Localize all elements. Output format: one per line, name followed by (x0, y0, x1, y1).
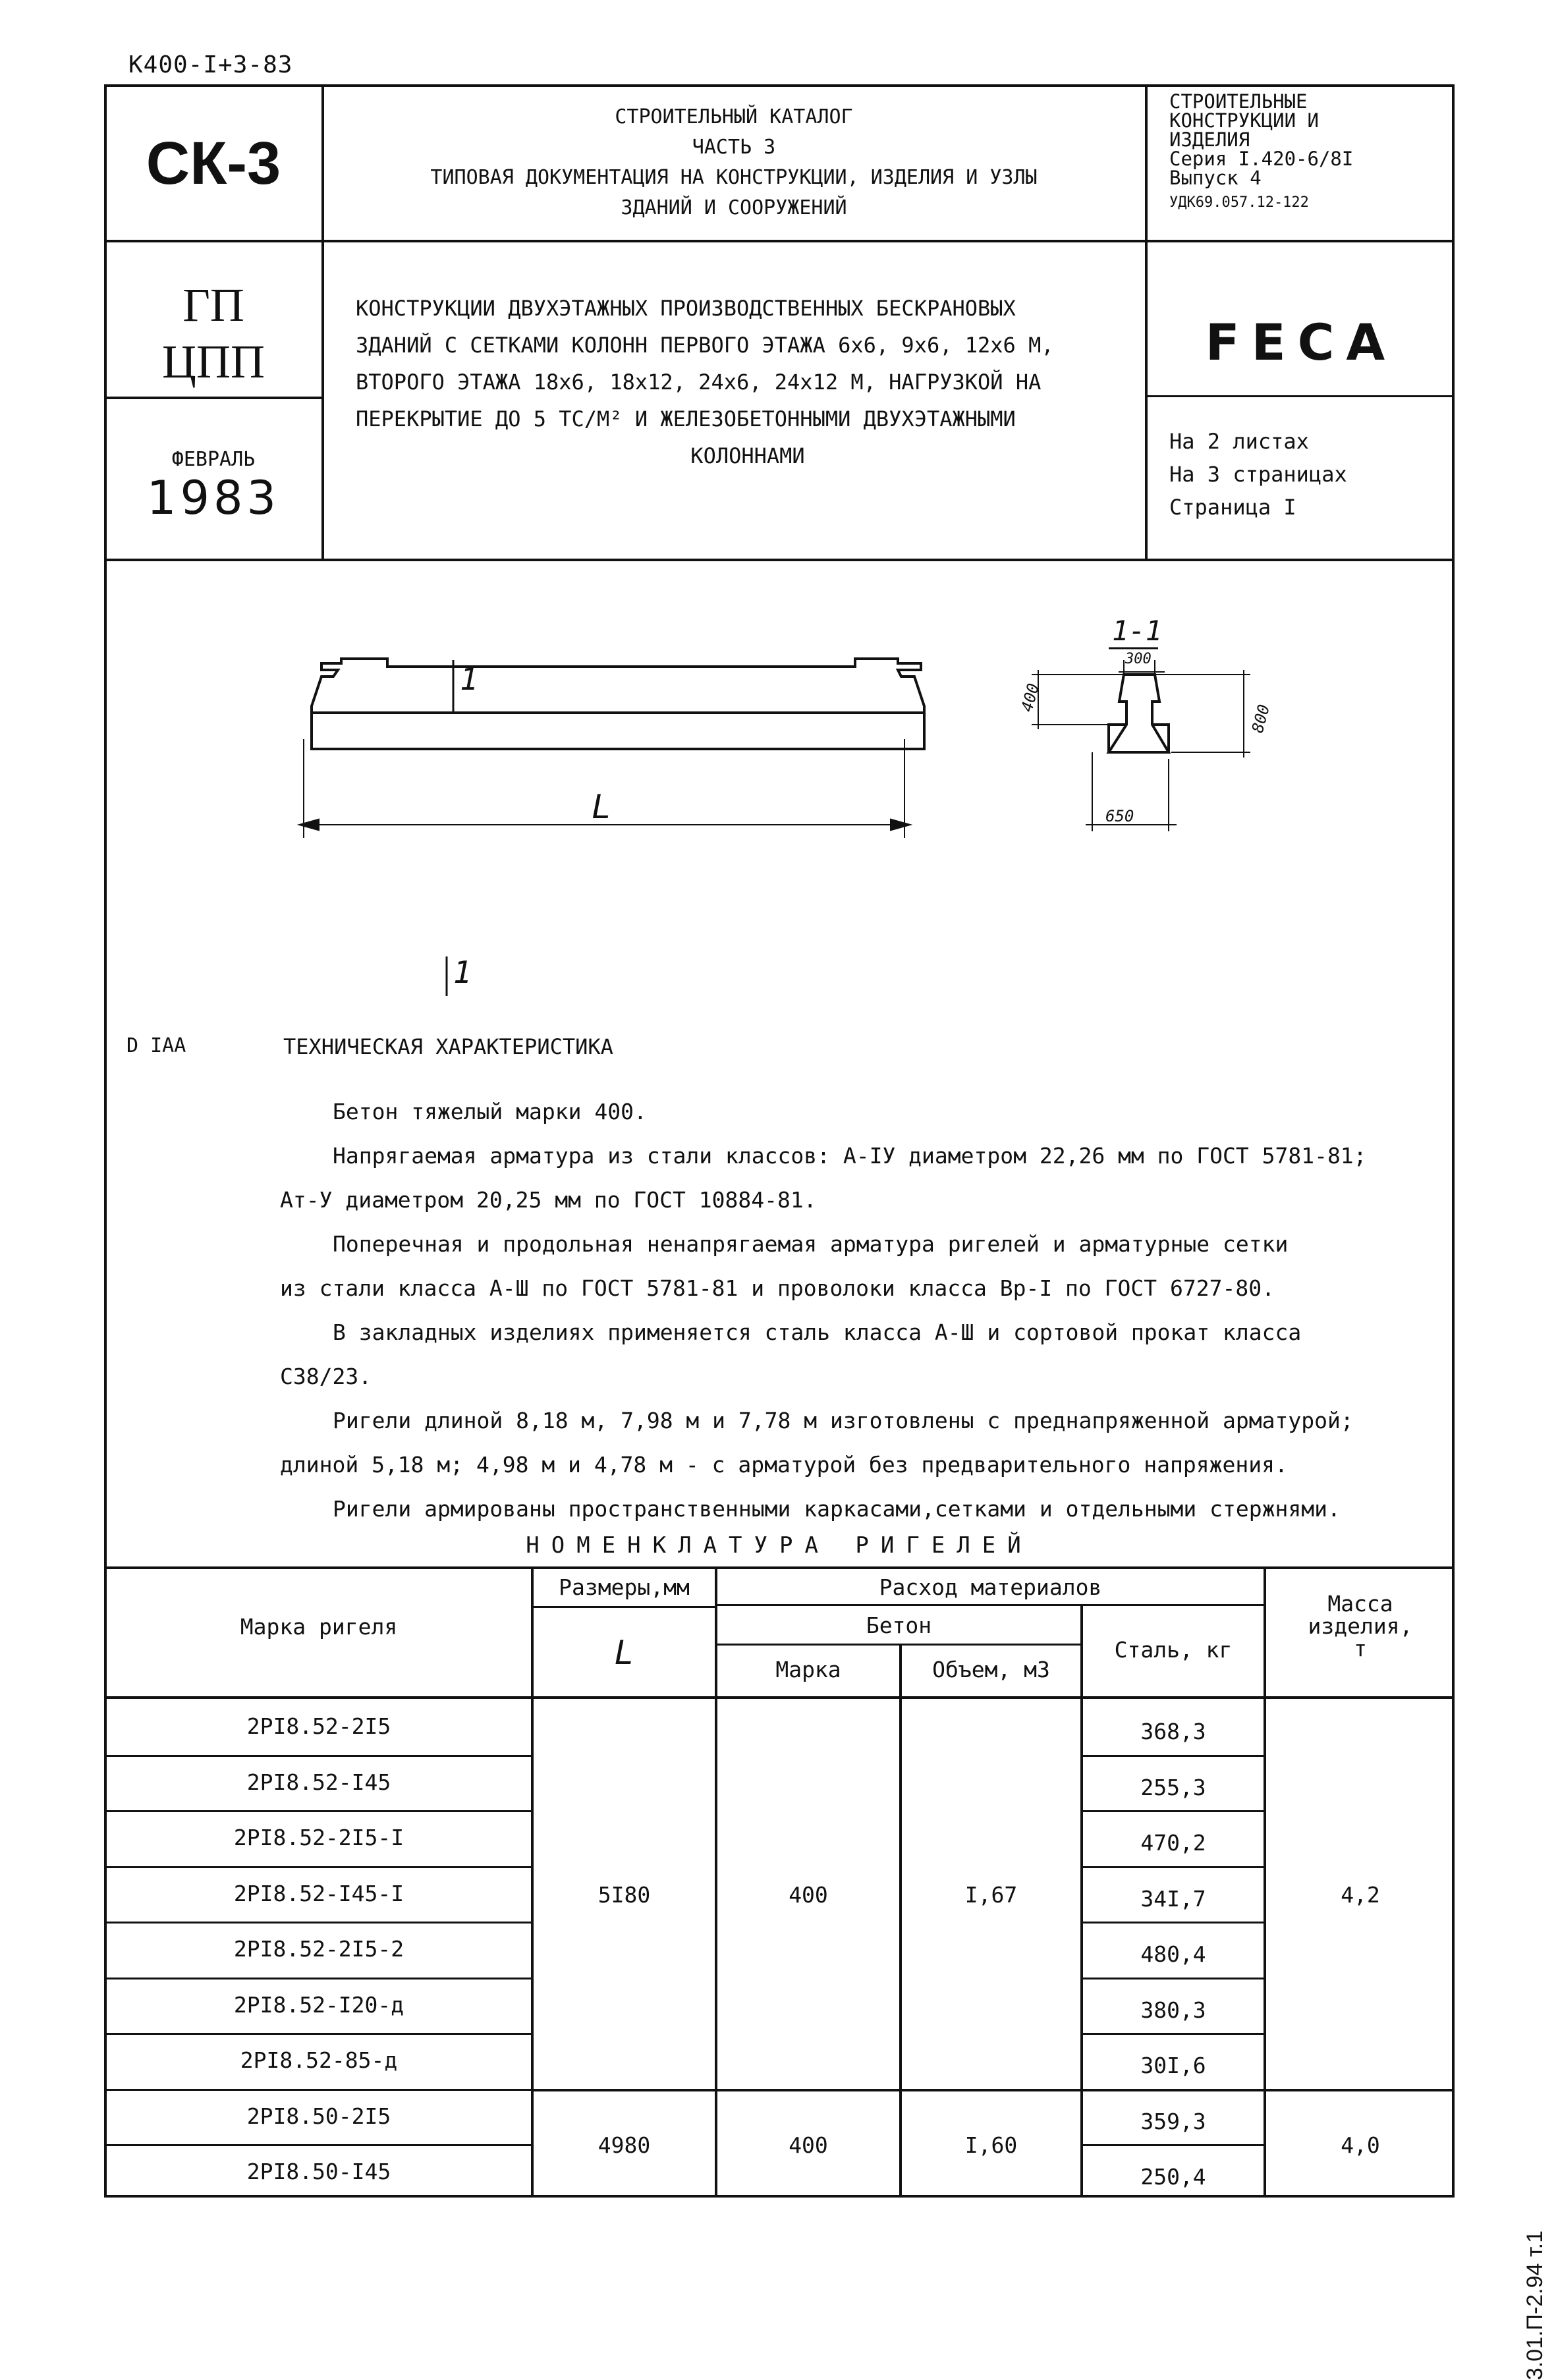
header-volume: Объем, м3 (932, 1657, 1050, 1682)
row-divider (1080, 1810, 1265, 1812)
header-mass-line: изделия, (1308, 1613, 1413, 1639)
organization (105, 277, 321, 390)
row-mark: 2РI8.52-85-д (240, 2047, 398, 2073)
sheets-info (1169, 425, 1347, 524)
col-border (899, 1644, 902, 2198)
series-line: КОНСТРУКЦИИ И (1169, 109, 1319, 132)
spec-line: Напрягаемая арматура из стали классов: А-IУ диаметром 22,26 мм по ГОСТ 5781-81; (333, 1143, 1367, 1169)
spec-line: С38/23. (280, 1364, 372, 1389)
spec-text (280, 1090, 1446, 1531)
section-mark-top: 1 (460, 661, 478, 697)
spec-line: Бетон тяжелый марки 400. (333, 1099, 647, 1124)
row-steel: 380,3 (1140, 1997, 1206, 2023)
beam-drawing (104, 561, 1455, 1022)
row-mark: 2РI8.52-I20-д (233, 1991, 404, 2018)
row-divider (1080, 2033, 1265, 2035)
row-divider (1080, 1866, 1265, 1868)
table-top-border (104, 1566, 1455, 1569)
spec-heading: ТЕХНИЧЕСКАЯ ХАРАКТЕРИСТИКА (283, 1034, 613, 1059)
header-mass (1266, 1593, 1455, 1660)
header-grade: Марка (775, 1657, 841, 1682)
group-volume: I,60 (964, 2132, 1018, 2158)
section-title: 1-1 (1112, 615, 1162, 647)
group-mass: 4,2 (1341, 1881, 1380, 1908)
row-steel: 480,4 (1140, 1941, 1206, 1967)
sheets-line: На 2 листах (1169, 429, 1309, 454)
row-steel: 250,4 (1140, 2164, 1206, 2190)
row-mark: 2РI8.52-I45 (246, 1769, 391, 1795)
table-title: НОМЕНКЛАТУРА РИГЕЛЕЙ (526, 1532, 1033, 1559)
series-line: Выпуск 4 (1169, 167, 1262, 189)
title-line: ПЕРЕКРЫТИЕ ДО 5 ТС/М² И ЖЕЛЕЗОБЕТОННЫМИ ДВУХЭТАЖНЫМИ (356, 406, 1016, 431)
concrete-divider (715, 1644, 1080, 1646)
spec-line: В закладных изделиях применяется сталь класса А-Ш и сортовой прокат класса (333, 1319, 1302, 1345)
row-divider (1080, 1922, 1265, 1923)
title-line: ЗДАНИЙ С СЕТКАМИ КОЛОНН ПЕРВОГО ЭТАЖА 6х6, 9х6, 12х6 М, (356, 333, 1054, 358)
row-steel: 34I,7 (1140, 1885, 1206, 1912)
spec-line: Ригели армированы пространственными каркасами,сетками и отдельными стержнями. (333, 1496, 1341, 1522)
length-label: L (592, 788, 612, 826)
side-code: 3.01.П-2.94 т.1 (1522, 2230, 1547, 2380)
title-line: ВТОРОГО ЭТАЖА 18х6, 18х12, 24х6, 24х12 М, НАГРУЗКОЙ НА (356, 370, 1042, 395)
series-info (1169, 92, 1353, 212)
sheets-line: Страница I (1169, 495, 1296, 520)
header-sizes: Размеры,мм (559, 1574, 690, 1600)
header-steel: Сталь, кг (1114, 1637, 1233, 1663)
row-divider (104, 1978, 532, 1979)
dim-bottom: 650 (1105, 807, 1134, 825)
header-mass-line: Масса (1327, 1591, 1393, 1617)
row-mark: 2РI8.50-I45 (246, 2159, 391, 2184)
catalog-line: ЗДАНИЙ И СООРУЖЕНИЙ (621, 196, 847, 219)
feca-code: FECA (1205, 313, 1397, 372)
udk-line: УДК69.057.12-122 (1169, 194, 1309, 211)
group-grade: 400 (789, 2132, 828, 2158)
row-mark: 2РI8.50-2I5 (246, 2103, 391, 2129)
row-divider (104, 2144, 532, 2146)
document-title (356, 290, 1140, 474)
issue-month: ФЕВРАЛЬ (171, 448, 256, 471)
row-mark: 2РI8.52-2I5-I (233, 1825, 404, 1850)
series-line: ИЗДЕЛИЯ (1169, 128, 1250, 151)
catalog-line: ТИПОВАЯ ДОКУМЕНТАЦИЯ НА КОНСТРУКЦИИ, ИЗДЕЛИЯ И УЗЛЫ (430, 166, 1038, 189)
right-column-divider (1145, 395, 1455, 397)
row-divider (104, 1866, 532, 1868)
header-mark: Марка ригеля (240, 1614, 398, 1640)
row-mark: 2РI8.52-2I5 (246, 1713, 391, 1739)
group-divider (532, 2089, 1455, 2091)
cpp-label: ЦПП (162, 335, 265, 388)
row-steel: 368,3 (1140, 1719, 1206, 1744)
spec-line: длиной 5,18 м; 4,98 м и 4,78 м - с арматурой без предварительного напряжения. (280, 1452, 1288, 1478)
sheets-line: На 3 страницах (1169, 462, 1347, 487)
sizes-divider (532, 1606, 715, 1608)
header-consumption: Расход материалов (879, 1574, 1102, 1600)
group-volume: I,67 (964, 1881, 1018, 1908)
row-steel: 359,3 (1140, 2108, 1206, 2134)
row-divider (1080, 1978, 1265, 1979)
row-divider (104, 1922, 532, 1923)
dim-right: 800 (1248, 702, 1274, 735)
row-divider (104, 1755, 532, 1757)
catalog-heading (324, 102, 1144, 223)
catalog-sk-code: СК-3 (146, 130, 281, 197)
row-divider (104, 2089, 532, 2091)
group-length: 4980 (597, 2132, 651, 2158)
spec-line: Ат-У диаметром 20,25 мм по ГОСТ 10884-81. (280, 1187, 817, 1213)
section-mark-bottom: 1 (453, 955, 472, 990)
row-mark: 2РI8.52-2I5-2 (233, 1936, 404, 1962)
row-divider (1080, 1755, 1265, 1757)
table-header-border (104, 1696, 1455, 1699)
catalog-line: СТРОИТЕЛЬНЫЙ КАТАЛОГ (615, 105, 853, 128)
group-mass: 4,0 (1341, 2132, 1380, 2158)
spec-line: Ригели длиной 8,18 м, 7,98 м и 7,78 м изготовлены с преднапряженной арматурой; (333, 1408, 1354, 1433)
header-mass-line: т (1354, 1636, 1367, 1661)
row-divider (104, 2033, 532, 2035)
header-divider (104, 240, 1455, 242)
series-line: Серия I.420-6/8I (1169, 148, 1354, 170)
issue-date (105, 448, 321, 525)
spec-line: из стали класса А-Ш по ГОСТ 5781-81 и проволоки класса Вр-I по ГОСТ 6727-80. (280, 1275, 1275, 1301)
title-line: КОНСТРУКЦИИ ДВУХЭТАЖНЫХ ПРОИЗВОДСТВЕННЫХ БЕСКРАНОВЫХ (356, 296, 1016, 321)
spec-line: Поперечная и продольная ненапрягаемая арматура ригелей и арматурные сетки (333, 1231, 1289, 1257)
left-column-divider (104, 397, 323, 399)
spec-code: D IAA (126, 1034, 186, 1057)
consumption-divider (715, 1604, 1265, 1606)
row-steel: 255,3 (1140, 1774, 1206, 1800)
title-line: КОЛОННАМИ (690, 443, 805, 468)
header-length: L (614, 1634, 634, 1672)
group-grade: 400 (789, 1881, 828, 1908)
series-line: СТРОИТЕЛЬНЫЕ (1169, 90, 1308, 113)
document-code: К400-I+3-83 (128, 51, 293, 78)
dim-top: 300 (1125, 651, 1152, 667)
issue-year: 1983 (146, 471, 281, 525)
row-steel: 470,2 (1140, 1830, 1206, 1856)
header-concrete: Бетон (866, 1613, 932, 1638)
group-length: 5I80 (597, 1881, 651, 1908)
row-divider (104, 1810, 532, 1812)
row-mark: 2РI8.52-I45-I (233, 1880, 404, 1906)
row-divider (1080, 2144, 1265, 2146)
row-steel: 30I,6 (1140, 2053, 1206, 2078)
catalog-line: ЧАСТЬ 3 (692, 136, 776, 159)
dim-left: 400 (1017, 681, 1043, 714)
gp-label: ГП (182, 279, 244, 331)
